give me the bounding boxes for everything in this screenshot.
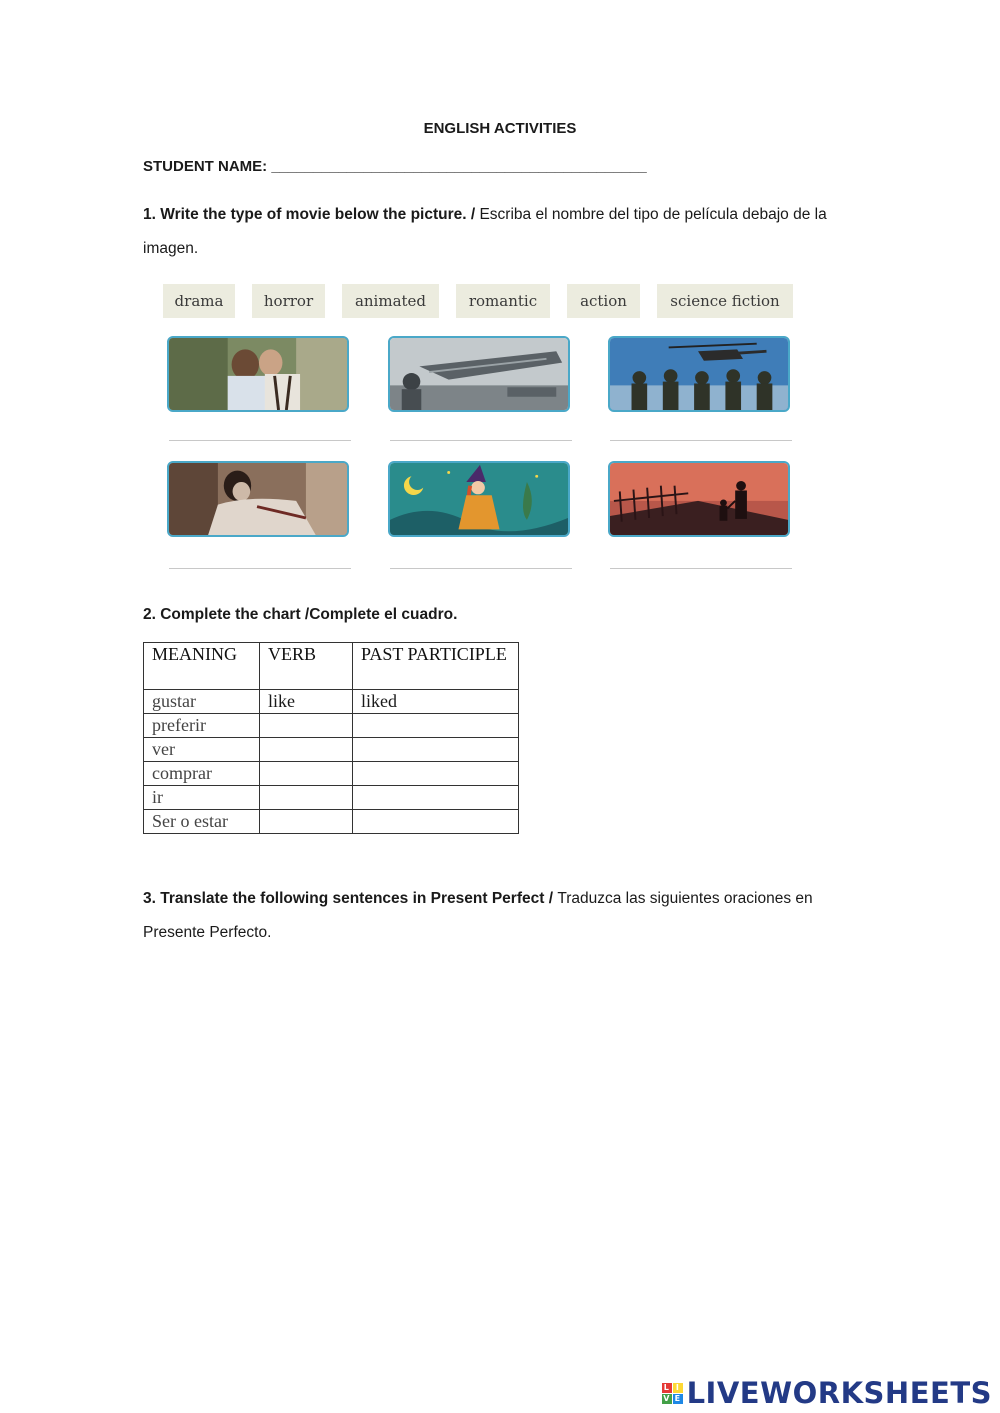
table-row bbox=[144, 786, 519, 810]
drama-family-sunset-image bbox=[608, 461, 790, 537]
verb-input-cell[interactable] bbox=[260, 762, 353, 786]
table-row bbox=[144, 762, 519, 786]
table-header-verb: VERB bbox=[260, 643, 353, 690]
verb-input-cell[interactable] bbox=[260, 786, 353, 810]
page-title: ENGLISH ACTIVITIES bbox=[423, 120, 577, 137]
table-row bbox=[144, 714, 519, 738]
answer-line[interactable] bbox=[610, 568, 792, 569]
word-bank bbox=[163, 284, 803, 320]
answer-line[interactable] bbox=[610, 440, 792, 441]
word-bank-item: drama bbox=[163, 284, 235, 318]
liveworksheets-mark-icon: L I V E bbox=[662, 1383, 683, 1404]
question-1-english: 1. Write the type of movie below the picture. / bbox=[143, 206, 480, 223]
table-header-meaning: MEANING bbox=[144, 643, 260, 690]
table-row bbox=[144, 738, 519, 762]
past-participle-input-cell[interactable] bbox=[353, 810, 519, 834]
table-row bbox=[144, 810, 519, 834]
answer-line[interactable] bbox=[169, 568, 351, 569]
past-participle-input-cell[interactable] bbox=[353, 786, 519, 810]
word-bank-item: animated bbox=[342, 284, 439, 318]
romantic-couple-image bbox=[167, 336, 349, 412]
meaning-cell: ir bbox=[144, 786, 260, 810]
answer-line[interactable] bbox=[390, 440, 572, 441]
question-3-english: 3. Translate the following sentences in Present Perfect / bbox=[143, 890, 558, 907]
question-1 bbox=[143, 198, 863, 266]
table-header-past-participle: PAST PARTICIPLE bbox=[353, 643, 519, 690]
past-participle-cell: liked bbox=[353, 690, 519, 714]
word-bank-item: action bbox=[567, 284, 640, 318]
student-name-field[interactable]: _____________________________________________ bbox=[271, 158, 647, 175]
question-3 bbox=[143, 882, 863, 950]
verb-cell: like bbox=[260, 690, 353, 714]
answer-line[interactable] bbox=[169, 440, 351, 441]
word-bank-item: horror bbox=[252, 284, 325, 318]
question-1-spanish: Escriba el nombre del tipo de película debajo de la imagen. bbox=[143, 206, 827, 257]
action-soldiers-helicopter-image bbox=[608, 336, 790, 412]
word-bank-item: romantic bbox=[456, 284, 550, 318]
meaning-cell: gustar bbox=[144, 690, 260, 714]
word-bank-item: science fiction bbox=[657, 284, 793, 318]
verb-chart-table bbox=[143, 642, 519, 834]
animated-witch-image bbox=[388, 461, 570, 537]
table-row bbox=[144, 690, 519, 714]
verb-input-cell[interactable] bbox=[260, 810, 353, 834]
verb-input-cell[interactable] bbox=[260, 714, 353, 738]
table-header-row bbox=[144, 643, 519, 690]
verb-input-cell[interactable] bbox=[260, 738, 353, 762]
question-3-spanish: Traduzca las siguientes oraciones en Presente Perfecto. bbox=[143, 890, 813, 941]
past-participle-input-cell[interactable] bbox=[353, 738, 519, 762]
meaning-cell: ver bbox=[144, 738, 260, 762]
answer-line[interactable] bbox=[390, 568, 572, 569]
meaning-cell: preferir bbox=[144, 714, 260, 738]
student-name-line bbox=[143, 158, 647, 175]
meaning-cell: Ser o estar bbox=[144, 810, 260, 834]
liveworksheets-brand: LIVEWORKSHEETS bbox=[686, 1376, 992, 1410]
question-2-title: 2. Complete the chart /Complete el cuadro. bbox=[143, 606, 458, 623]
horror-zombie-image bbox=[167, 461, 349, 537]
past-participle-input-cell[interactable] bbox=[353, 762, 519, 786]
science-fiction-spaceship-image bbox=[388, 336, 570, 412]
past-participle-input-cell[interactable] bbox=[353, 714, 519, 738]
meaning-cell: comprar bbox=[144, 762, 260, 786]
liveworksheets-logo bbox=[662, 1376, 992, 1410]
student-name-label: STUDENT NAME: bbox=[143, 158, 272, 175]
